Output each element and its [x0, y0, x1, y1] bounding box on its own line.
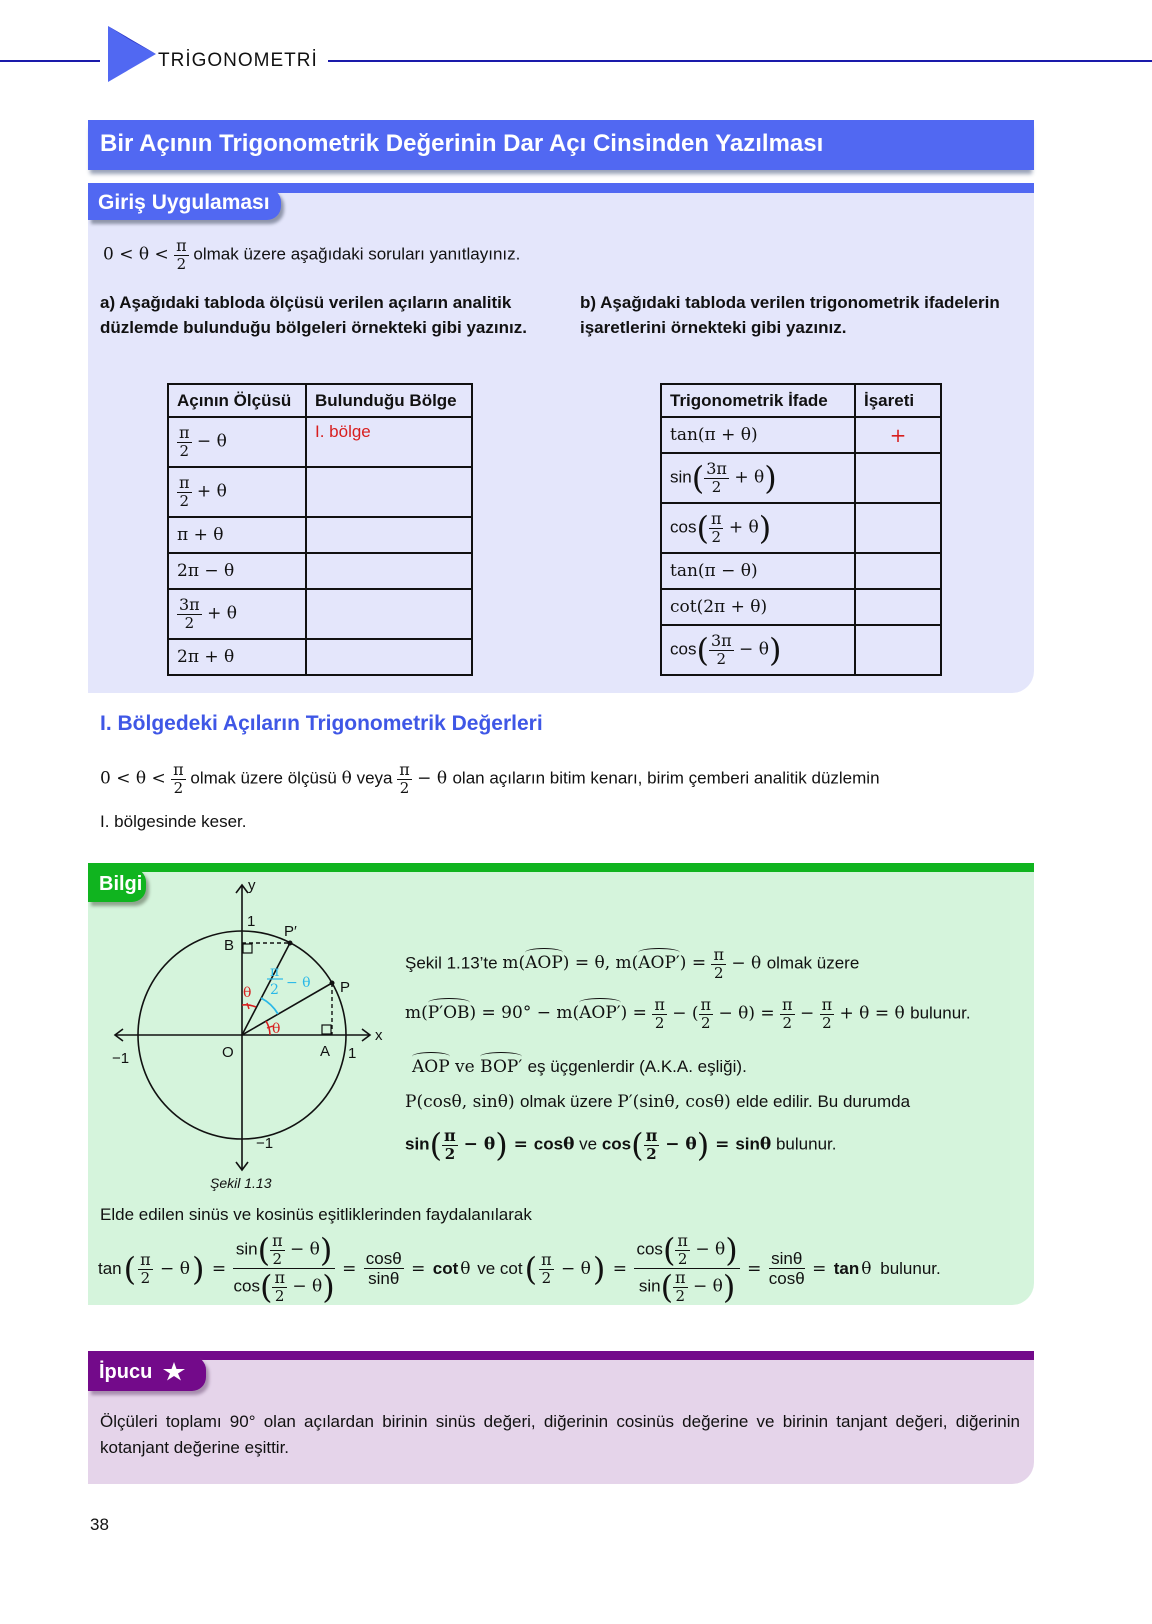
label-one-right: 1 [348, 1045, 357, 1062]
table-row [168, 417, 472, 467]
table-b-expression: tan(π + θ) [661, 417, 855, 453]
figure-caption: Şekil 1.13 [210, 1175, 272, 1191]
label-minus-theta: − θ [286, 975, 311, 991]
bilgi-line1-suffix: olmak üzere [766, 953, 860, 973]
label-p-prime: P′ [284, 923, 297, 940]
table-a-header: Bulunduğu Bölge [306, 384, 472, 417]
header-rule-left [0, 60, 100, 62]
label-b: B [224, 937, 235, 954]
bolge-text-4: I. bölgesinde keser. [100, 812, 247, 831]
table-a-header: Açının Ölçüsü [168, 384, 306, 417]
table-b-expression: cos( $\frac{3\pi}{2}$ − θ) [661, 625, 855, 675]
table-a-angle: 2π + θ [168, 639, 306, 675]
table-b-expression: tan(π − θ) [661, 553, 855, 589]
label-o: O [222, 1044, 234, 1061]
label-p: P [340, 979, 351, 996]
section-title: Bir Açının Trigonometrik Değerinin Dar Açı Cinsinden Yazılması [100, 130, 824, 157]
table-b-sign: + [855, 417, 941, 453]
label-pi: π [270, 964, 280, 980]
label-minus-one-bottom: −1 [256, 1135, 274, 1152]
table-b-header: Trigonometrik İfade [661, 384, 855, 417]
complement-arc [261, 998, 278, 1014]
subsection-title: I. Bölgedeki Açıların Trigonometrik Değerleri [100, 712, 543, 735]
ipucu-text: Ölçüleri toplamı 90° olan açılardan birinin sinüs değeri, diğerinin cosinüs değerine ve birinin tanjant değeri, diğerinin kotanjant değerine eşittir. [100, 1412, 1020, 1457]
bilgi-line1-prefix: Şekil 1.13’te [405, 953, 498, 973]
bilgi-final-formula: tan ( $\frac{\pi}{2}$ − θ ) = sin( $\frac{\pi}{2}$ − θ) cos( $\frac{\pi}{2}$ − θ) = $\frac{\cos\theta}{\sin\theta}$ = cot θ ve cot ( $\frac{\pi}{2}$ − θ ) = cos( $\frac{\pi}{2}$ − θ) sin( $\frac{\pi}{2}$ − θ) = $\frac{\sin\theta}{\cos\theta}$ = tan θ bulunur. [98, 1231, 941, 1306]
table-b-sign [855, 625, 941, 675]
table-row [168, 639, 472, 675]
bilgi-conclusion-text: Elde edilen sinüs ve kosinüs eşitliklerinden faydalanılarak [100, 1205, 532, 1224]
right-angle-mark-b [243, 944, 252, 953]
bilgi-line3-suffix: eş üçgenlerdir (A.K.A. eşliği). [527, 1057, 747, 1076]
table-a-region [306, 467, 472, 517]
bilgi-line4-mid: olmak üzere [519, 1092, 613, 1111]
table-b-sign [855, 503, 941, 553]
ipucu-panel-rule [88, 1351, 1034, 1360]
bilgi-final-suffix: bulunur. [880, 1258, 941, 1278]
giris-intro-text: olmak üzere aşağıdaki soruları yanıtlayınız. [193, 244, 521, 264]
table-a-angle: $\frac{\pi}{2}$ − θ [168, 417, 306, 467]
part-b-instruction: b) Aşağıdaki tabloda verilen trigonometrik ifadelerin işaretlerini örnekteki gibi yazınız. [580, 293, 1000, 337]
label-minus-one-left: −1 [112, 1050, 130, 1067]
bilgi-line-5: sin( $\frac{\pi}{2}$ − θ) = cosθ ve cos( $\frac{\pi}{2}$ − θ) = sinθ bulunur. [405, 1126, 837, 1164]
right-angle-mark-a [322, 1025, 331, 1034]
bolge-text-line-1: 0 < θ < $\frac{\pi}{2}$ olmak üzere ölçüsü θ veya $\frac{\pi}{2}$ − θ olan açıların bitim kenarı, birim çemberi analitik düzlemin [100, 760, 880, 797]
label-theta-bottom: θ [272, 1021, 281, 1037]
header-rule-right [328, 60, 1152, 62]
table-row [168, 467, 472, 517]
page-number: 38 [90, 1515, 109, 1534]
table-row [661, 417, 941, 453]
table-a-region [306, 517, 472, 553]
bilgi-panel-rule [88, 863, 1034, 872]
table-row [168, 553, 472, 589]
point-p-prime [288, 941, 293, 946]
table-a-region [306, 589, 472, 639]
bilgi-line-4: P(cosθ, sinθ) olmak üzere P′(sinθ, cosθ) elde edilir. Bu durumda [405, 1092, 911, 1112]
point-p [330, 981, 335, 986]
table-row [661, 625, 941, 675]
unit-circle-figure [110, 880, 400, 1200]
ipucu-tab-text: İpucu [99, 1361, 153, 1383]
ipucu-tab-label [99, 1361, 186, 1384]
table-row [168, 517, 472, 553]
bilgi-line2-suffix: bulunur. [910, 1003, 971, 1023]
giris-tab-label: Giriş Uygulaması [98, 191, 270, 214]
table-b-sign [855, 453, 941, 503]
table-a-angle: π + θ [168, 517, 306, 553]
giris-intro: 0 < θ < $\frac{\pi}{2}$ olmak üzere aşağıdaki soruları yanıtlayınız. [103, 236, 521, 273]
bilgi-line5-suffix: bulunur. [775, 1134, 837, 1154]
label-two: 2 [270, 982, 279, 998]
table-row [661, 589, 941, 625]
bilgi-tab-label: Bilgi [99, 873, 143, 895]
table-a-angle: 2π − θ [168, 553, 306, 589]
table-row [661, 503, 941, 553]
arc-tick [247, 1003, 249, 1009]
theta-arc-top [242, 1005, 256, 1007]
bilgi-line-1: Şekil 1.13’te m(AOP) = θ, m(AOP′) = $\frac{\pi}{2}$ − θ olmak üzere [405, 945, 860, 982]
table-row [168, 589, 472, 639]
label-theta-top: θ [243, 985, 252, 1001]
table-angle-regions [167, 383, 473, 676]
bilgi-line-2: m(P′OB) = 90° − m(AOP′) = $\frac{\pi}{2}$ − ( $\frac{\pi}{2}$ − θ) = $\frac{\pi}{2}$ − $\frac{\pi}{2}$ + θ = θ bulunur. [405, 995, 971, 1032]
bilgi-line4-suffix: elde edilir. Bu durumda [736, 1092, 911, 1111]
table-a-region [306, 639, 472, 675]
table-trig-signs [660, 383, 942, 676]
header-triangle-icon [108, 26, 156, 82]
table-a-angle: $\frac{\pi}{2}$ + θ [168, 467, 306, 517]
table-b-header: İşareti [855, 384, 941, 417]
table-b-sign [855, 589, 941, 625]
table-row [661, 553, 941, 589]
table-a-angle: $\frac{3\pi}{2}$ + θ [168, 589, 306, 639]
bolge-text-3: olan açıların bitim kenarı, birim çemberi analitik düzlemin [452, 768, 880, 788]
table-b-sign [855, 553, 941, 589]
bolge-text-2: veya [356, 768, 393, 788]
table-row [661, 453, 941, 503]
label-one-top: 1 [247, 913, 256, 930]
table-b-expression: cos( $\frac{\pi}{2}$ + θ) [661, 503, 855, 553]
chapter-title: TRİGONOMETRİ [158, 50, 318, 71]
table-a-region: I. bölge [306, 417, 472, 467]
bolge-text-1: olmak üzere ölçüsü [190, 768, 337, 788]
table-b-expression: sin( $\frac{3\pi}{2}$ + θ) [661, 453, 855, 503]
label-a: A [320, 1043, 331, 1060]
star-icon [162, 1361, 186, 1381]
table-b-expression: cot(2π + θ) [661, 589, 855, 625]
label-y: y [248, 880, 256, 894]
bilgi-line-3: AOP ve BOP′ eş üçgenlerdir (A.K.A. eşliği). [412, 1057, 747, 1077]
part-a-instruction: a) Aşağıdaki tabloda ölçüsü verilen açıların analitik düzlemde bulunduğu bölgeleri örnekteki gibi yazınız. [100, 293, 527, 337]
label-x: x [375, 1027, 383, 1044]
table-a-region [306, 553, 472, 589]
